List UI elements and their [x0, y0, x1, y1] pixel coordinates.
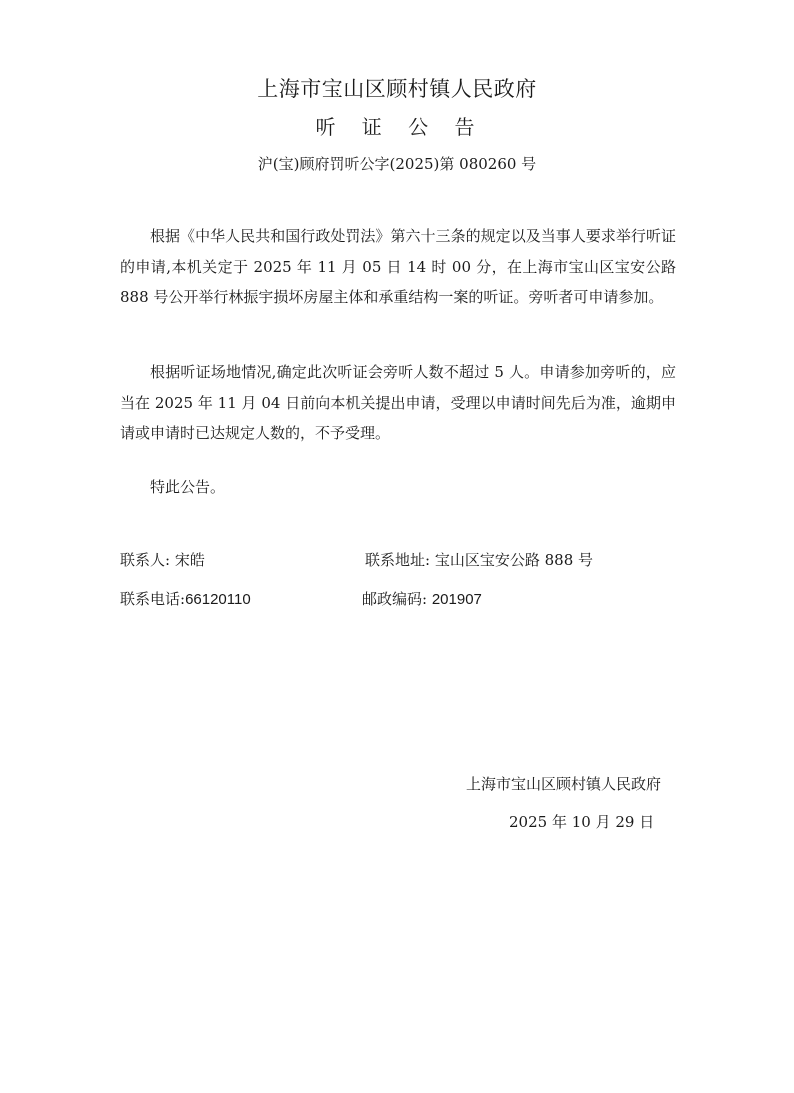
contact-address-value: 宝山区宝安公路 888 号 — [434, 551, 594, 569]
paragraph-hearing-schedule: 根据《中华人民共和国行政处罚法》第六十三条的规定以及当事人要求举行听证的申请,本机关定于 2025 年 11 月 05 日 14 时 00 分，在上海市宝山区宝安公路 888 号公开举行林振宇损坏房屋主体和承重结构一案的听证。旁听者可申请参加。 — [120, 227, 676, 306]
contact-address-label: 联系地址: — [365, 551, 431, 569]
contact-postcode — [362, 587, 482, 612]
paragraph-audience-rules: 根据听证场地情况,确定此次听证会旁听人数不超过 5 人。申请参加旁听的，应当在 2025 年 11 月 04 日前向本机关提出申请，受理以申请时间先后为准，逾期申请或申请时已达规定人数的，不予受理。 — [120, 363, 676, 442]
contact-person-value: 宋皓 — [174, 551, 205, 569]
contact-postcode-value: 201907 — [431, 591, 482, 608]
contact-phone — [120, 587, 251, 612]
signature-date: 2025 年 10 月 29 日 — [509, 813, 655, 831]
issuing-organization-heading: 上海市宝山区顾村镇人民政府 — [257, 77, 537, 101]
document-number: 沪(宝)顾府罚听公字(2025)第 080260 号 — [257, 155, 537, 173]
signature-organization: 上海市宝山区顾村镇人民政府 — [466, 775, 662, 793]
contact-person-label: 联系人: — [120, 551, 171, 569]
notice-title: 听 证 公 告 — [315, 115, 485, 139]
contact-phone-value: 66120110 — [185, 591, 251, 608]
paragraph-closing: 特此公告。 — [150, 478, 226, 496]
contact-phone-label: 联系电话: — [120, 590, 186, 608]
contact-address — [365, 548, 593, 572]
contact-person — [120, 548, 205, 572]
contact-postcode-label: 邮政编码: — [362, 590, 428, 608]
